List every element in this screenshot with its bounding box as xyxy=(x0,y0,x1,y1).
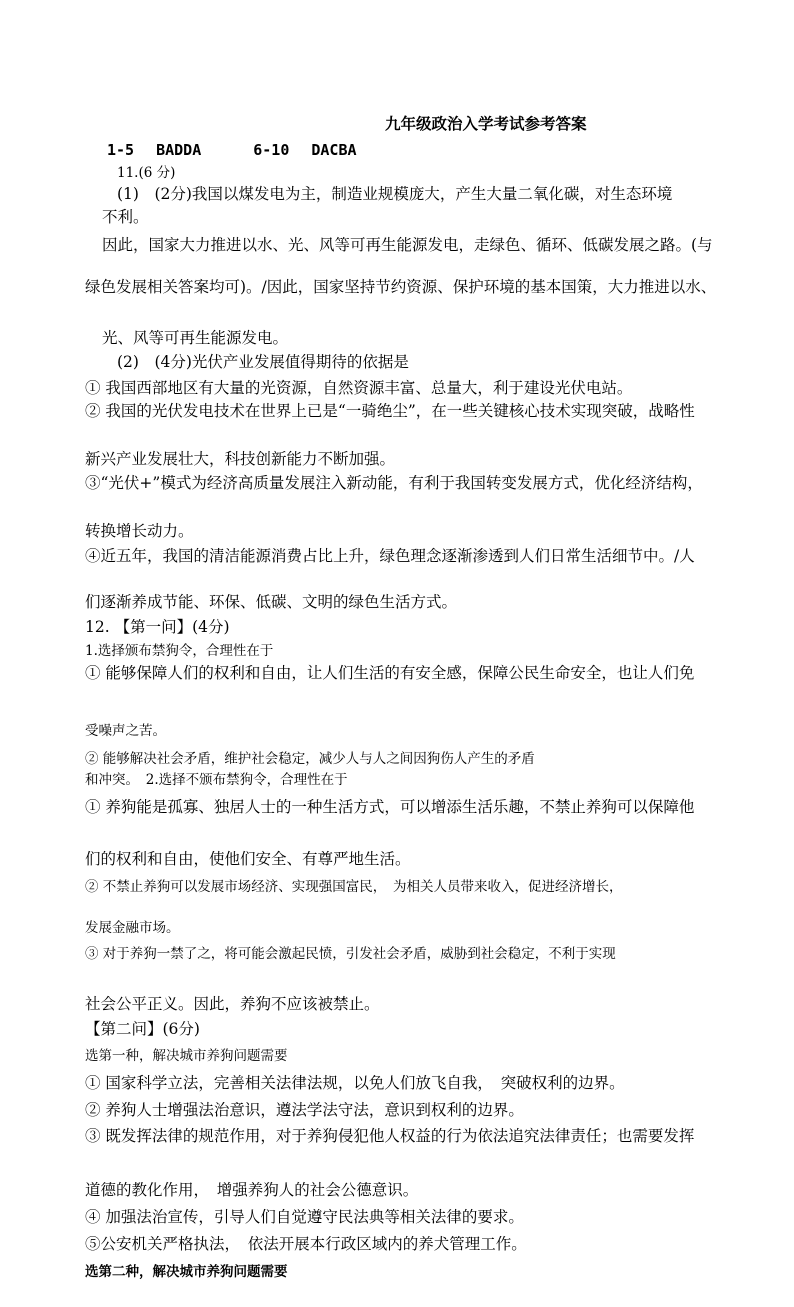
q12-point: ③ 对于养狗一禁了之，将可能会激起民愤，引发社会矛盾，威胁到社会稳定，不利于实现 xyxy=(85,946,616,962)
q12-option-2-header: 选第二种，解决城市养狗问题需要 xyxy=(85,1264,288,1280)
choice-answers xyxy=(107,140,357,160)
q12-choice-1: 1.选择颁布禁狗令，合理性在于 xyxy=(85,643,274,659)
q11-part1-line: 不利。 xyxy=(102,208,149,226)
q12-part2-header: 【第二问】(6分) xyxy=(85,1020,200,1038)
q12-point: ② 能够解决社会矛盾，维护社会稳定，减少人与人之间因狗伤人产生的矛盾 xyxy=(85,751,535,767)
q11-point: ② 我国的光伏发电技术在世界上已是“一骑绝尘”，在一些关键核心技术实现突破，战略性 xyxy=(85,402,695,420)
q11-point: 转换增长动力。 xyxy=(85,522,194,540)
q12-point: 发展金融市场。 xyxy=(85,920,180,936)
q12-option-1-point: ④ 加强法治宣传，引导人们自觉遵守民法典等相关法律的要求。 xyxy=(85,1208,524,1226)
q12-point: ① 养狗能是孤寡、独居人士的一种生活方式，可以增添生活乐趣，不禁止养狗可以保障他 xyxy=(85,798,695,816)
q12-option-1-header: 选第一种，解决城市养狗问题需要 xyxy=(85,1048,288,1064)
q12-part1-header: 12. 【第一问】(4分) xyxy=(85,618,230,636)
q12-point: ① 能够保障人们的权利和自由，让人们生活的有安全感，保障公民生命安全，也让人们免 xyxy=(85,664,695,682)
q11-point: 们逐渐养成节能、环保、低碳、文明的绿色生活方式。 xyxy=(85,593,458,611)
q11-part1-line: 光、风等可再生能源发电。 xyxy=(102,329,289,347)
q12-option-1-point: 道德的教化作用， 增强养狗人的社会公德意识。 xyxy=(85,1181,419,1199)
choice-range-1: 1-5 xyxy=(107,141,135,159)
q12-point: 受噪声之苦。 xyxy=(85,723,166,739)
q11-point: ① 我国西部地区有大量的光资源，自然资源丰富、总量大，利于建设光伏电站。 xyxy=(85,379,633,397)
q11-point: 新兴产业发展壮大，科技创新能力不断加强。 xyxy=(85,450,396,468)
q12-point: 和冲突。 2.选择不颁布禁狗令，合理性在于 xyxy=(85,772,348,788)
q11-part1-line: 因此，国家大力推进以水、光、风等可再生能源发电，走绿色、循环、低碳发展之路。(与 xyxy=(102,236,713,254)
q11-point: ④近五年，我国的清洁能源消费占比上升，绿色理念逐渐渗透到人们日常生活细节中。/人 xyxy=(85,547,695,565)
q12-point: 社会公平正义。因此，养狗不应该被禁止。 xyxy=(85,995,380,1013)
q12-point: ② 不禁止养狗可以发展市场经济、实现强国富民， 为相关人员带来收入，促进经济增长， xyxy=(85,879,623,895)
q12-option-1-point: ① 国家科学立法，完善相关法律法规，以免人们放飞自我， 突破权利的边界。 xyxy=(85,1074,625,1092)
q12-option-1-point: ② 养狗人士增强法治意识，遵法学法守法，意识到权利的边界。 xyxy=(85,1101,524,1119)
q11-part2-header: (2) (4分)光伏产业发展值得期待的依据是 xyxy=(117,353,409,371)
q12-point: 们的权利和自由，使他们安全、有尊严地生活。 xyxy=(85,850,411,868)
q11-part1-line: 绿色发展相关答案均可)。/因此，国家坚持节约资源、保护环境的基本国策，大力推进以水、 xyxy=(85,278,717,296)
q11-part1-line: (1) (2分)我国以煤发电为主，制造业规模庞大，产生大量二氧化碳，对生态环境 xyxy=(117,185,673,203)
q11-point: ③“光伏+”模式为经济高质量发展注入新动能，有利于我国转变发展方式，优化经济结构， xyxy=(85,474,703,492)
choice-answers-1: BADDA xyxy=(156,141,202,159)
page-title: 九年级政治入学考试参考答案 xyxy=(385,114,587,133)
q12-option-1-point: ③ 既发挥法律的规范作用，对于养狗侵犯他人权益的行为依法追究法律责任；也需要发挥 xyxy=(85,1127,695,1145)
choice-range-2: 6-10 xyxy=(253,141,290,159)
q12-option-1-point: ⑤公安机关严格执法， 依法开展本行政区域内的养犬管理工作。 xyxy=(85,1235,527,1253)
choice-answers-2: DACBA xyxy=(311,141,357,159)
q11-header: 11.(6 分) xyxy=(117,165,176,181)
